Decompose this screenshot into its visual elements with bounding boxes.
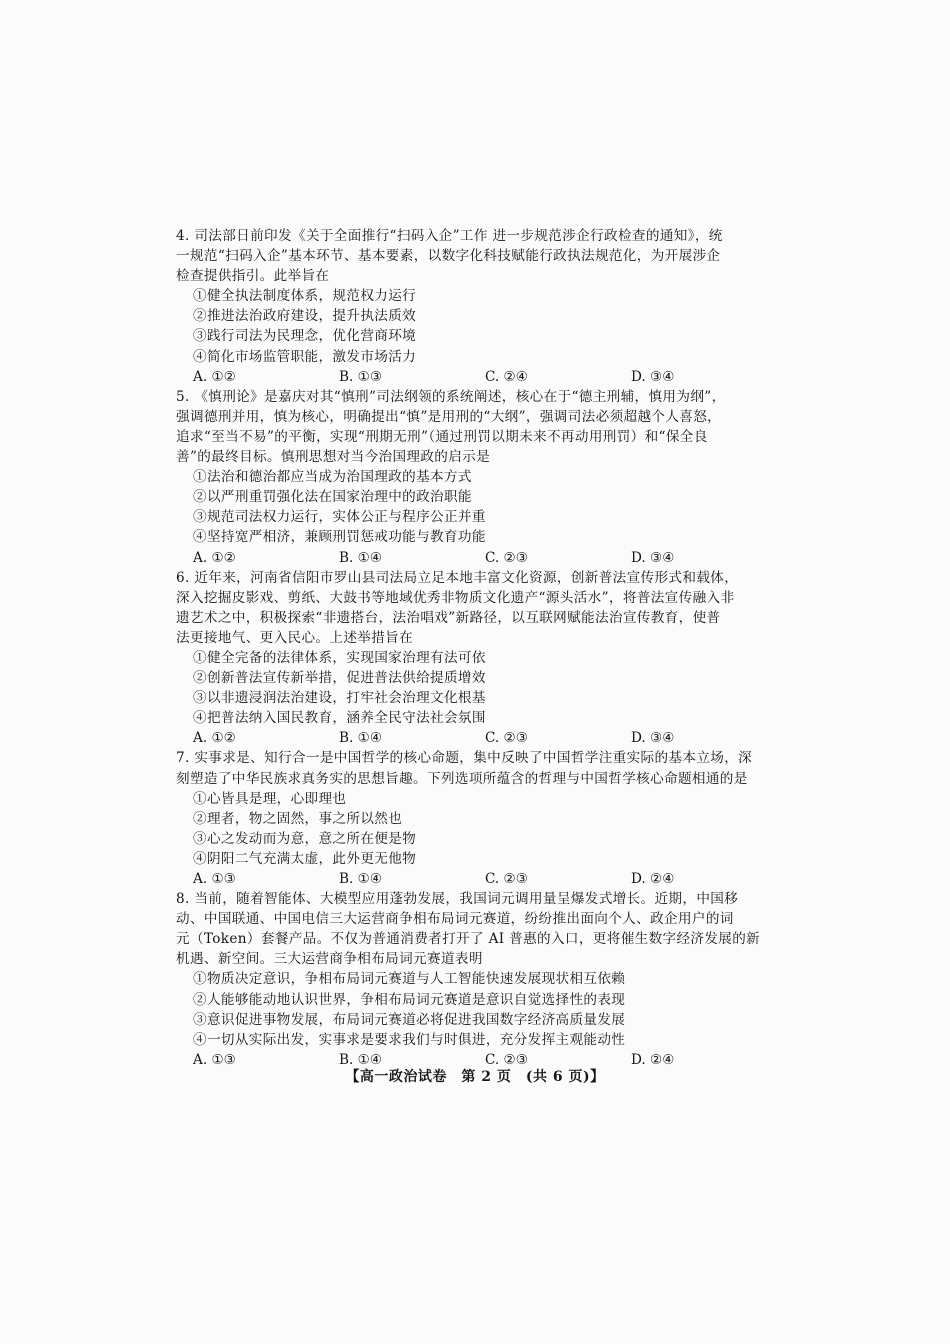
statement-option: ④阴阳二气充满太虚，此外更无他物 (193, 850, 417, 867)
answer-choice: C. ②③ (485, 549, 528, 566)
statement-option: ②推进法治政府建设，提升执法质效 (193, 308, 417, 325)
question-stem-line: 追求“至当不易”的平衡，实现“刑期无刑”（通过刑罚以期未来不再动用刑罚）和“保全良 (176, 428, 708, 445)
statement-option: ③规范司法权力运行，实体公正与程序公正并重 (193, 509, 486, 526)
answer-choices (176, 728, 782, 748)
answer-choice: D. ②④ (631, 871, 675, 887)
question-stem-line: 4. 司法部日前印发《关于全面推行“扫码入企”工作 进一步规范涉企行政检查的通知》，统 (176, 228, 723, 244)
answer-choice: B. ①④ (339, 730, 383, 747)
statement-option: ④坚持宽严相济，兼顾刑罚惩戒功能与教育功能 (193, 529, 486, 546)
answer-choice: A. ①② (193, 549, 236, 566)
question-block (176, 226, 782, 387)
question-stem-line: 强调德刑并用，慎为核心，明确提出“慎”是用刑的“大纲”，强调司法必须超越个人喜怒， (176, 408, 722, 425)
question-stem-line: 机遇、新空间。三大运营商争相布局词元赛道表明 (176, 951, 483, 968)
answer-choice: D. ③④ (631, 730, 675, 747)
question-stem-line: 动、中国联通、中国电信三大运营商争相布局词元赛道，纷纷推出面向个人、政企用户的词 (176, 911, 734, 928)
statement-option: ④把普法纳入国民教育，涵养全民守法社会氛围 (193, 710, 486, 727)
question-block (176, 889, 782, 1070)
answer-choice: D. ③④ (631, 368, 675, 385)
answer-choice: A. ①③ (193, 1051, 236, 1068)
statement-option: ①健全完备的法律体系，实现国家治理有法可依 (193, 649, 486, 666)
statement-option: ②人能够能动地认识世界，争相布局词元赛道是意识自觉选择性的表现 (193, 991, 626, 1008)
question-stem-line: 法更接地气、更入民心。上述举措旨在 (176, 629, 414, 646)
question-stem-line: 元（Token）套餐产品。不仅为普通消费者打开了 AI 普惠的入口，更将催生数字经济发展的新 (176, 931, 761, 948)
question-block (176, 748, 782, 889)
question-stem-line: 7. 实事求是、知行合一是中国哲学的核心命题，集中反映了中国哲学注重实际的基本立场，深 (176, 750, 753, 767)
statement-option: ③践行司法为民理念，优化营商环境 (193, 328, 417, 345)
answer-choice: D. ②④ (631, 1051, 675, 1068)
answer-choice: C. ②③ (485, 871, 528, 887)
question-stem-line: 一规范“扫码入企”基本环节、基本要素，以数字化科技赋能行政执法规范化，为开展涉企 (176, 248, 721, 265)
question-stem-line: 6. 近年来，河南省信阳市罗山县司法局立足本地丰富文化资源，创新普法宣传形式和载体， (176, 569, 739, 586)
question-stem-line: 检查提供指引。此举旨在 (176, 268, 330, 285)
statement-option: ③意识促进事物发展，布局词元赛道必将促进我国数字经济高质量发展 (193, 1011, 626, 1028)
question-block (176, 387, 782, 568)
statement-option: ②理者，物之固然，事之所以然也 (193, 810, 403, 827)
statement-option: ④一切从实际出发，实事求是要求我们与时俱进，充分发挥主观能动性 (193, 1031, 626, 1048)
answer-choice: C. ②③ (485, 1051, 528, 1068)
answer-choices (176, 367, 782, 387)
answer-choice: A. ①② (193, 730, 236, 747)
answer-choice: B. ①③ (339, 368, 383, 385)
answer-choice: C. ②④ (485, 368, 528, 385)
answer-choice: B. ①④ (339, 549, 383, 566)
answer-choice: A. ①② (193, 368, 236, 385)
question-block (176, 568, 782, 749)
statement-option: ①法治和德治都应当成为治国理政的基本方式 (193, 469, 472, 486)
question-stem-line: 刻塑造了中华民族求真务实的思想旨趣。下列选项所蕴含的哲理与中国哲学核心命题相通的是 (176, 770, 748, 787)
question-stem-line: 善”的最终目标。慎刑思想对当今治国理政的启示是 (176, 449, 491, 466)
page-footer: 【高一政治试卷 第 2 页 (共 6 页)】 (345, 1069, 605, 1085)
statement-option: ③以非遗浸润法治建设，打牢社会治理文化根基 (193, 690, 486, 707)
answer-choices (176, 869, 782, 889)
statement-option: ④简化市场监管职能，激发市场活力 (193, 348, 417, 365)
question-stem-line: 8. 当前，随着智能体、大模型应用蓬勃发展，我国词元调用量呈爆发式增长。近期，中国移 (176, 891, 739, 908)
answer-choices (176, 548, 782, 568)
question-stem-line: 5. 《慎刑论》是嘉庆对其“慎刑”司法纲领的系统阐述，核心在于“德主刑辅，慎用为纲”， (176, 388, 726, 405)
statement-option: ①健全执法制度体系，规范权力运行 (193, 288, 417, 305)
statement-option: ②以严刑重罚强化法在国家治理中的政治职能 (193, 489, 472, 506)
question-list (176, 226, 782, 1070)
answer-choice: B. ①④ (339, 1051, 383, 1068)
statement-option: ③心之发动而为意，意之所在便是物 (193, 830, 417, 847)
question-stem-line: 遗艺术之中，积极探索“非遗搭台，法治唱戏”新路径，以互联网赋能法治宣传教育，使普 (176, 609, 721, 626)
statement-option: ①物质决定意识，争相布局词元赛道与人工智能快速发展现状相互依赖 (193, 971, 626, 988)
question-stem-line: 深入挖掘皮影戏、剪纸、大鼓书等地域优秀非物质文化遗产“源头活水”，将普法宣传融入非 (176, 589, 735, 606)
answer-choice: C. ②③ (485, 730, 528, 747)
statement-option: ①心皆具是理，心即理也 (193, 790, 347, 807)
answer-choice: B. ①④ (339, 871, 383, 887)
answer-choice: A. ①③ (193, 871, 236, 887)
statement-option: ②创新普法宣传新举措，促进普法供给提质增效 (193, 670, 486, 687)
answer-choice: D. ③④ (631, 549, 675, 566)
